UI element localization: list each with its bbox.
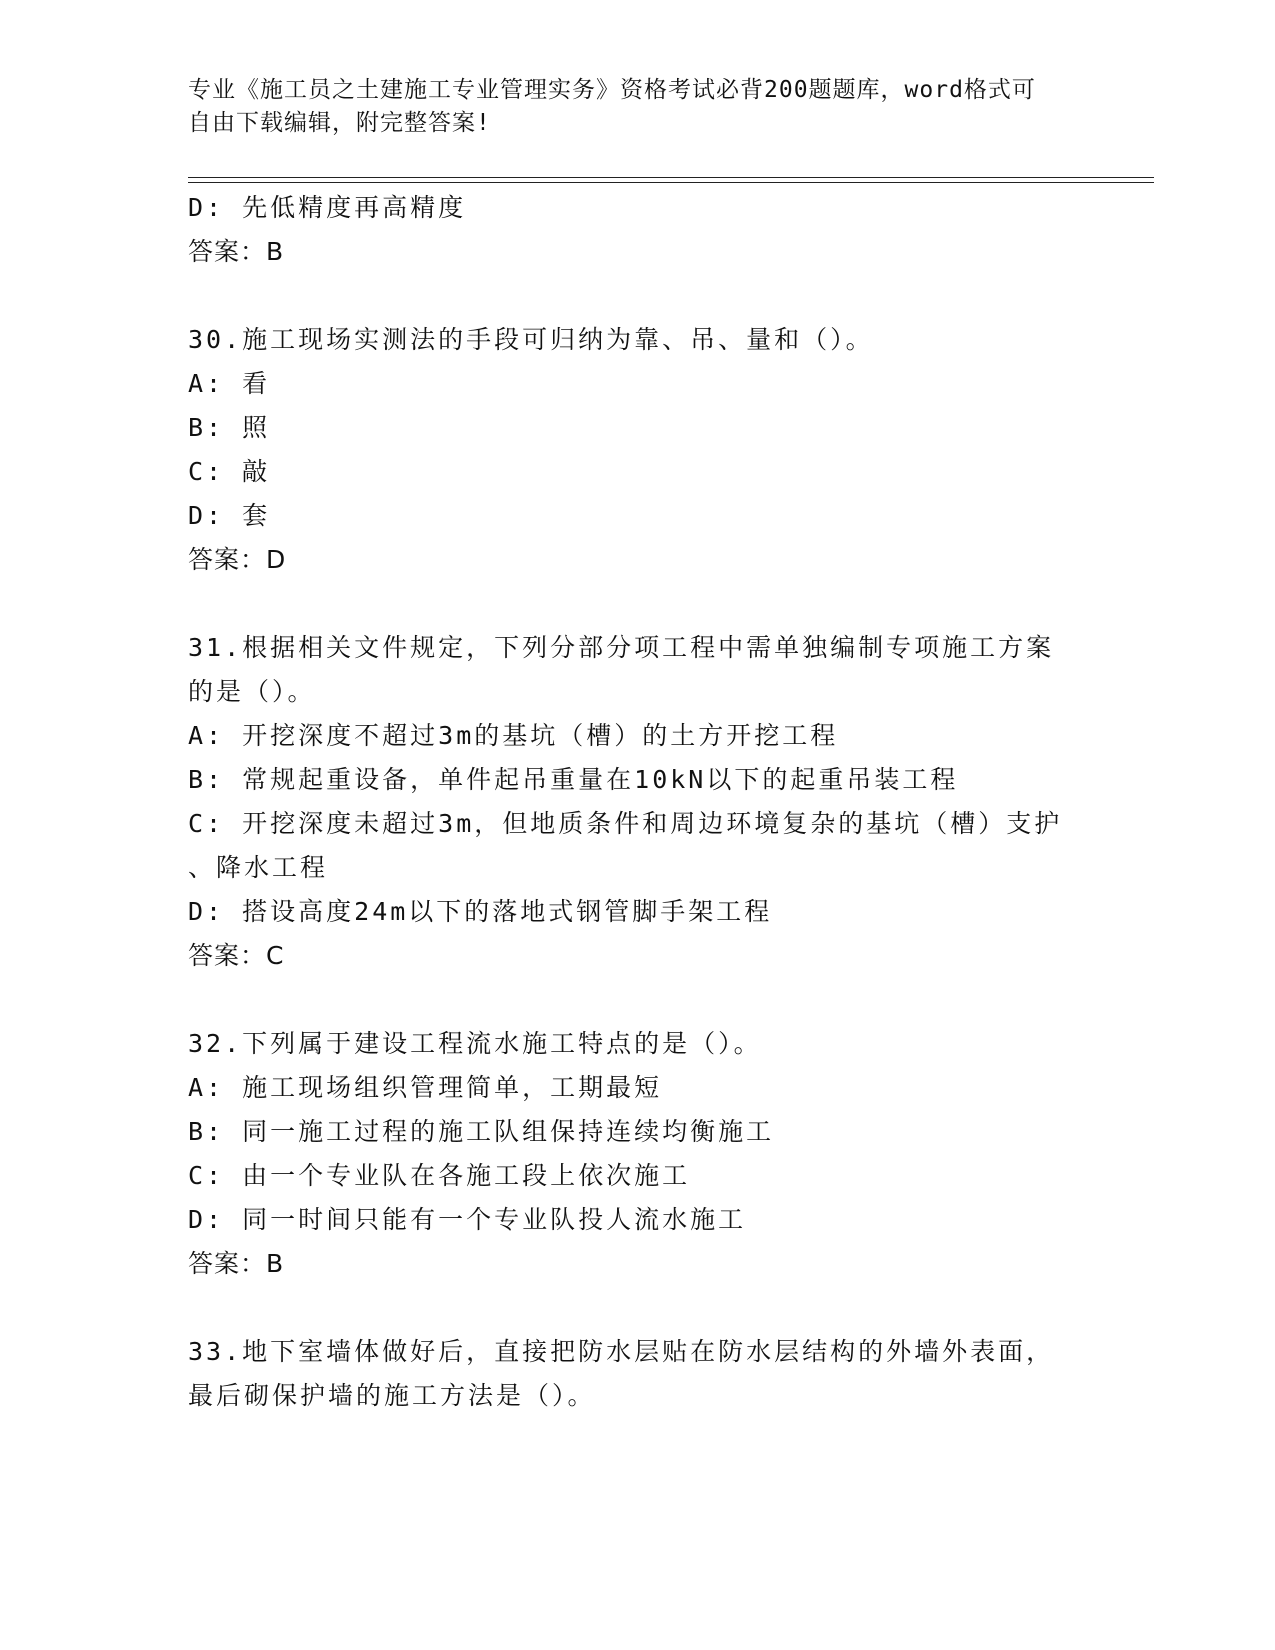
q30-option-d: D: 套	[188, 501, 271, 530]
q31-stem-line-1: 31.根据相关文件规定，下列分部分项工程中需单独编制专项施工方案	[188, 633, 1055, 662]
header-divider-bottom	[188, 182, 1154, 183]
q32-answer: 答案：B	[188, 1249, 285, 1278]
q30-stem: 30.施工现场实测法的手段可归纳为靠、吊、量和（）。	[188, 325, 874, 354]
q32-stem: 32.下列属于建设工程流水施工特点的是（）。	[188, 1029, 762, 1058]
q30-answer: 答案：D	[188, 545, 287, 574]
q31-option-c-cont: 、降水工程	[188, 853, 329, 882]
prev-option-d: D: 先低精度再高精度	[188, 193, 467, 222]
q33-stem-line-1: 33.地下室墙体做好后，直接把防水层贴在防水层结构的外墙外表面，	[188, 1337, 1055, 1366]
q32-option-a: A: 施工现场组织管理简单，工期最短	[188, 1073, 663, 1102]
prev-answer: 答案：B	[188, 237, 285, 266]
q30-option-b: B: 照	[188, 413, 271, 442]
q32-option-d: D: 同一时间只能有一个专业队投人流水施工	[188, 1205, 747, 1234]
q33-stem-line-2: 最后砌保护墙的施工方法是（）。	[188, 1381, 596, 1410]
q31-option-d: D: 搭设高度24m以下的落地式钢管脚手架工程	[188, 897, 773, 926]
header-divider-top	[188, 177, 1154, 178]
header-line-2: 自由下载编辑，附完整答案!	[188, 110, 491, 136]
q32-option-b: B: 同一施工过程的施工队组保持连续均衡施工	[188, 1117, 775, 1146]
q31-option-c: C: 开挖深度未超过3m，但地质条件和周边环境复杂的基坑（槽）支护	[188, 809, 1063, 838]
q30-option-c: C: 敲	[188, 457, 271, 486]
q31-option-a: A: 开挖深度不超过3m的基坑（槽）的土方开挖工程	[188, 721, 839, 750]
q32-option-c: C: 由一个专业队在各施工段上依次施工	[188, 1161, 691, 1190]
q31-option-b: B: 常规起重设备，单件起吊重量在10kN以下的起重吊装工程	[188, 765, 959, 794]
document-header	[188, 74, 1088, 140]
q31-stem-line-2: 的是（）。	[188, 677, 316, 706]
header-line-1: 专业《施工员之土建施工专业管理实务》资格考试必背200题题库，word格式可	[188, 77, 1036, 103]
q31-answer: 答案：C	[188, 941, 285, 970]
q30-option-a: A: 看	[188, 369, 271, 398]
